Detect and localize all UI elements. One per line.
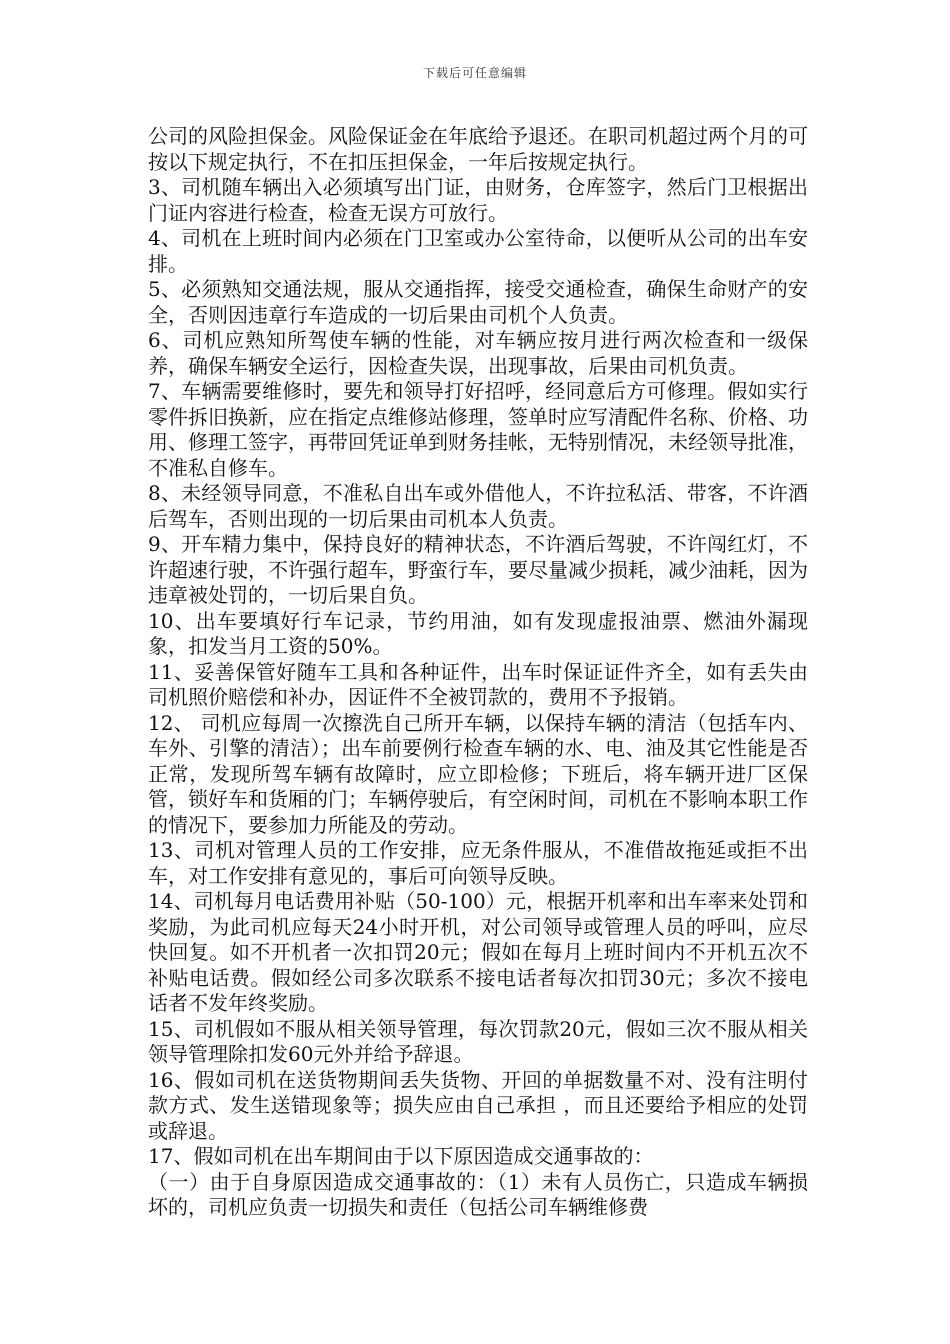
paragraph: 6、司机应熟知所驾使车辆的性能，对车辆应按月进行两次检查和一级保养，确保车辆安全运行，因检查失误，出现事故，后果由司机负责。 bbox=[148, 328, 808, 378]
paragraph: 12、 司机应每周一次擦洗自己所开车辆，以保持车辆的清洁（包括车内、车外、引擎的清洁）；出车前要例行检查车辆的水、电、油及其它性能是否正常，发现所驾车辆有故障时，应立即检修；下班后，将车辆开进厂区保管，锁好车和货厢的门；车辆停驶后，有空闲时间，司机在不影响本职工作的情况下，要参加力所能及的劳动。 bbox=[148, 710, 808, 837]
document-body bbox=[148, 124, 808, 1221]
paragraph: 5、必须熟知交通法规，服从交通指挥，接受交通检查，确保生命财产的安全，否则因违章行车造成的一切后果由司机个人负责。 bbox=[148, 277, 808, 327]
paragraph: 17、假如司机在出车期间由于以下原因造成交通事故的： bbox=[148, 1144, 654, 1168]
paragraph: 4、司机在上班时间内必须在门卫室或办公室待命，以便听从公司的出车安排。 bbox=[148, 226, 808, 276]
paragraph: 15、司机假如不服从相关领导管理，每次罚款20元，假如三次不服从相关领导管理除扣发60元外并给予辞退。 bbox=[148, 1016, 808, 1066]
paragraph: 13、司机对管理人员的工作安排，应无条件服从，不准借故拖延或拒不出车，对工作安排有意见的，事后可向领导反映。 bbox=[148, 838, 808, 888]
paragraph: 14、司机每月电话费用补贴（50-100）元，根据开机率和出车率来处罚和奖励，为此司机应每天24小时开机，对公司领导或管理人员的呼叫，应尽快回复。如不开机者一次扣罚20元；假如在每月上班时间内不开机五次不补贴电话费。假如经公司多次联系不接电话者每次扣罚30元；多次不接电话者不发年终奖励。 bbox=[148, 889, 808, 1015]
paragraph: 3、司机随车辆出入必须填写出门证，由财务，仓库签字，然后门卫根据出门证内容进行检查，检查无误方可放行。 bbox=[148, 175, 808, 225]
paragraph: 公司的风险担保金。风险保证金在年底给予退还。在职司机超过两个月的可按以下规定执行，不在扣压担保金，一年后按规定执行。 bbox=[148, 124, 808, 174]
paragraph: 11、妥善保管好随车工具和各种证件，出车时保证证件齐全，如有丢失由司机照价赔偿和补办，因证件不全被罚款的，费用不予报销。 bbox=[148, 659, 808, 709]
paragraph: （一）由于自身原因造成交通事故的：（1）未有人员伤亡，只造成车辆损坏的，司机应负责一切损失和责任（包括公司车辆维修费 bbox=[148, 1169, 808, 1219]
paragraph: 7、车辆需要维修时，要先和领导打好招呼，经同意后方可修理。假如实行零件拆旧换新，应在指定点维修站修理，签单时应写清配件名称、价格、功用、修理工签字，再带回凭证单到财务挂帐，无特别情况，未经领导批准，不准私自修车。 bbox=[148, 379, 808, 480]
page-header: 下载后可任意编辑 bbox=[422, 66, 527, 80]
paragraph: 10、出车要填好行车记录，节约用油，如有发现虚报油票、燃油外漏现象，扣发当月工资的50%。 bbox=[148, 608, 808, 658]
paragraph: 8、未经领导同意，不准私自出车或外借他人，不许拉私活、带客，不许酒后驾车，否则出现的一切后果由司机本人负责。 bbox=[148, 481, 808, 531]
paragraph: 9、开车精力集中，保持良好的精神状态，不许酒后驾驶，不许闯红灯，不许超速行驶，不许强行超车，野蛮行车，要尽量减少损耗，减少油耗，因为违章被处罚的，一切后果自负。 bbox=[148, 532, 808, 607]
paragraph: 16、假如司机在送货物期间丢失货物、开回的单据数量不对、没有注明付款方式、发生送错现象等；损失应由自己承担 ，而且还要给予相应的处罚或辞退。 bbox=[148, 1067, 808, 1143]
